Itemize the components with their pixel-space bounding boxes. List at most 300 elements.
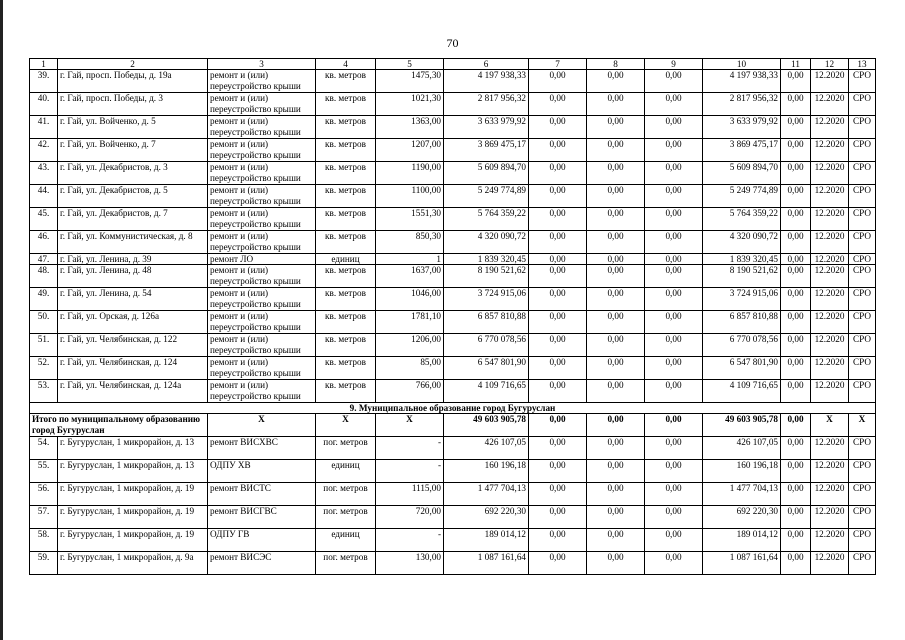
value-cell: 0,00 <box>645 254 703 265</box>
address-cell: г. Гай, ул. Коммунистическая, д. 8 <box>58 231 208 254</box>
date-cell: 12.2020 <box>811 208 849 231</box>
method-cell: СРО <box>849 93 876 116</box>
unit-cell: единиц <box>316 460 376 483</box>
cost-cell: 1 087 161,64 <box>444 552 529 575</box>
date-cell: 12.2020 <box>811 185 849 208</box>
table-row <box>30 70 876 93</box>
method-cell: СРО <box>849 380 876 403</box>
row-number: 50. <box>30 311 58 334</box>
value-cell: 0,00 <box>529 311 587 334</box>
unit-cell: кв. метров <box>316 116 376 139</box>
cost-cell: 2 817 956,32 <box>444 93 529 116</box>
value-cell: 0,00 <box>781 483 811 506</box>
table-row <box>30 552 876 575</box>
value-cell: 0,00 <box>781 254 811 265</box>
value-cell: 0,00 <box>587 288 645 311</box>
value-cell: 0,00 <box>645 139 703 162</box>
row-number: 41. <box>30 116 58 139</box>
work-type-cell: ремонт и (или) переустройство крыши <box>208 93 316 116</box>
method-cell: СРО <box>849 460 876 483</box>
row-number: 49. <box>30 288 58 311</box>
cost-cell: 5 764 359,22 <box>444 208 529 231</box>
date-cell: 12.2020 <box>811 483 849 506</box>
method-cell: СРО <box>849 334 876 357</box>
method-cell: СРО <box>849 139 876 162</box>
address-cell: г. Гай, просп. Победы, д. 19а <box>58 70 208 93</box>
value-cell: 0,00 <box>645 437 703 460</box>
row-number: 43. <box>30 162 58 185</box>
value-cell: 0,00 <box>529 70 587 93</box>
value-cell: 0,00 <box>529 437 587 460</box>
method-cell: СРО <box>849 208 876 231</box>
address-cell: г. Бугуруслан, 1 микрорайон, д. 19 <box>58 529 208 552</box>
total-cost-cell: 4 197 938,33 <box>703 70 781 93</box>
method-cell: СРО <box>849 288 876 311</box>
quantity-cell: 1206,00 <box>376 334 444 357</box>
value-cell: 0,00 <box>645 265 703 288</box>
unit-cell: пог. метров <box>316 437 376 460</box>
value-cell: 0,00 <box>587 506 645 529</box>
value-cell: 0,00 <box>529 162 587 185</box>
address-cell: г. Гай, просп. Победы, д. 3 <box>58 93 208 116</box>
cost-cell: 5 609 894,70 <box>444 162 529 185</box>
value-cell: 0,00 <box>587 437 645 460</box>
cost-cell: 1 477 704,13 <box>444 483 529 506</box>
table-row <box>30 162 876 185</box>
total-c13: Х <box>849 414 876 437</box>
row-number: 44. <box>30 185 58 208</box>
value-cell: 0,00 <box>587 552 645 575</box>
value-cell: 0,00 <box>529 357 587 380</box>
total-cost-cell: 3 633 979,92 <box>703 116 781 139</box>
value-cell: 0,00 <box>781 70 811 93</box>
address-cell: г. Гай, ул. Войченко, д. 5 <box>58 116 208 139</box>
value-cell: 0,00 <box>781 529 811 552</box>
value-cell: 0,00 <box>529 529 587 552</box>
value-cell: 0,00 <box>529 185 587 208</box>
column-number-cell: 9 <box>645 59 703 70</box>
quantity-cell: - <box>376 437 444 460</box>
date-cell: 12.2020 <box>811 460 849 483</box>
total-c4: Х <box>316 414 376 437</box>
work-type-cell: ремонт ВИСЭС <box>208 552 316 575</box>
value-cell: 0,00 <box>587 162 645 185</box>
quantity-cell: 1115,00 <box>376 483 444 506</box>
value-cell: 0,00 <box>587 357 645 380</box>
value-cell: 0,00 <box>781 437 811 460</box>
row-number: 47. <box>30 254 58 265</box>
total-c5: Х <box>376 414 444 437</box>
table-body <box>30 59 876 575</box>
row-number: 53. <box>30 380 58 403</box>
row-number: 58. <box>30 529 58 552</box>
table-row <box>30 380 876 403</box>
work-type-cell: ОДПУ ГВ <box>208 529 316 552</box>
column-number-cell: 11 <box>781 59 811 70</box>
method-cell: СРО <box>849 231 876 254</box>
work-type-cell: ОДПУ ХВ <box>208 460 316 483</box>
quantity-cell: 1021,30 <box>376 93 444 116</box>
work-type-cell: ремонт и (или) переустройство крыши <box>208 288 316 311</box>
value-cell: 0,00 <box>645 311 703 334</box>
table-row <box>30 437 876 460</box>
total-cost-cell: 1 477 704,13 <box>703 483 781 506</box>
row-number: 39. <box>30 70 58 93</box>
column-number-cell: 8 <box>587 59 645 70</box>
work-type-cell: ремонт и (или) переустройство крыши <box>208 208 316 231</box>
method-cell: СРО <box>849 265 876 288</box>
method-cell: СРО <box>849 552 876 575</box>
method-cell: СРО <box>849 70 876 93</box>
value-cell: 0,00 <box>781 116 811 139</box>
value-cell: 0,00 <box>781 506 811 529</box>
row-number: 42. <box>30 139 58 162</box>
value-cell: 0,00 <box>587 254 645 265</box>
value-cell: 0,00 <box>781 139 811 162</box>
total-cost-cell: 3 724 915,06 <box>703 288 781 311</box>
work-type-cell: ремонт ЛО <box>208 254 316 265</box>
value-cell: 0,00 <box>529 231 587 254</box>
value-cell: 0,00 <box>645 288 703 311</box>
work-type-cell: ремонт и (или) переустройство крыши <box>208 231 316 254</box>
date-cell: 12.2020 <box>811 139 849 162</box>
column-number-cell: 10 <box>703 59 781 70</box>
work-type-cell: ремонт и (или) переустройство крыши <box>208 139 316 162</box>
column-number-cell: 3 <box>208 59 316 70</box>
unit-cell: кв. метров <box>316 357 376 380</box>
unit-cell: кв. метров <box>316 380 376 403</box>
cost-cell: 6 547 801,90 <box>444 357 529 380</box>
work-type-cell: ремонт и (или) переустройство крыши <box>208 116 316 139</box>
total-c12: Х <box>811 414 849 437</box>
table-row <box>30 288 876 311</box>
row-number: 48. <box>30 265 58 288</box>
value-cell: 0,00 <box>529 483 587 506</box>
value-cell: 0,00 <box>781 93 811 116</box>
value-cell: 0,00 <box>587 185 645 208</box>
work-type-cell: ремонт ВИСХВС <box>208 437 316 460</box>
method-cell: СРО <box>849 162 876 185</box>
row-number: 55. <box>30 460 58 483</box>
row-number: 40. <box>30 93 58 116</box>
value-cell: 0,00 <box>781 162 811 185</box>
column-number-cell: 5 <box>376 59 444 70</box>
value-cell: 0,00 <box>587 483 645 506</box>
quantity-cell: 1100,00 <box>376 185 444 208</box>
quantity-cell: 85,00 <box>376 357 444 380</box>
cost-cell: 160 196,18 <box>444 460 529 483</box>
unit-cell: единиц <box>316 254 376 265</box>
method-cell: СРО <box>849 529 876 552</box>
total-cost-cell: 692 220,30 <box>703 506 781 529</box>
value-cell: 0,00 <box>587 529 645 552</box>
repair-plan-table <box>29 58 876 575</box>
total-cost-cell: 4 320 090,72 <box>703 231 781 254</box>
table-row <box>30 529 876 552</box>
address-cell: г. Гай, ул. Ленина, д. 48 <box>58 265 208 288</box>
method-cell: СРО <box>849 311 876 334</box>
method-cell: СРО <box>849 185 876 208</box>
row-number: 56. <box>30 483 58 506</box>
unit-cell: кв. метров <box>316 288 376 311</box>
row-number: 51. <box>30 334 58 357</box>
value-cell: 0,00 <box>529 93 587 116</box>
value-cell: 0,00 <box>645 460 703 483</box>
date-cell: 12.2020 <box>811 552 849 575</box>
unit-cell: пог. метров <box>316 483 376 506</box>
address-cell: г. Гай, ул. Войченко, д. 7 <box>58 139 208 162</box>
value-cell: 0,00 <box>645 552 703 575</box>
date-cell: 12.2020 <box>811 231 849 254</box>
total-cost-cell: 160 196,18 <box>703 460 781 483</box>
cost-cell: 692 220,30 <box>444 506 529 529</box>
quantity-cell: 1551,30 <box>376 208 444 231</box>
value-cell: 0,00 <box>645 506 703 529</box>
date-cell: 12.2020 <box>811 116 849 139</box>
value-cell: 0,00 <box>529 265 587 288</box>
value-cell: 0,00 <box>781 380 811 403</box>
column-number-cell: 4 <box>316 59 376 70</box>
column-number-cell: 6 <box>444 59 529 70</box>
unit-cell: кв. метров <box>316 208 376 231</box>
value-cell: 0,00 <box>645 231 703 254</box>
quantity-cell: 1475,30 <box>376 70 444 93</box>
total-label: Итого по муниципальному образованию город Бугуруслан <box>30 414 208 437</box>
address-cell: г. Гай, ул. Челябинская, д. 122 <box>58 334 208 357</box>
quantity-cell: 720,00 <box>376 506 444 529</box>
column-number-cell: 7 <box>529 59 587 70</box>
date-cell: 12.2020 <box>811 437 849 460</box>
table-row <box>30 265 876 288</box>
value-cell: 0,00 <box>781 334 811 357</box>
total-v11: 0,00 <box>781 414 811 437</box>
work-type-cell: ремонт и (или) переустройство крыши <box>208 70 316 93</box>
table-row <box>30 254 876 265</box>
date-cell: 12.2020 <box>811 93 849 116</box>
value-cell: 0,00 <box>645 529 703 552</box>
address-cell: г. Гай, ул. Ленина, д. 54 <box>58 288 208 311</box>
cost-cell: 3 724 915,06 <box>444 288 529 311</box>
page-edge <box>0 0 3 640</box>
total-c3: Х <box>208 414 316 437</box>
total-cost-cell: 426 107,05 <box>703 437 781 460</box>
unit-cell: кв. метров <box>316 70 376 93</box>
cost-cell: 1 839 320,45 <box>444 254 529 265</box>
unit-cell: кв. метров <box>316 265 376 288</box>
quantity-cell: 1637,00 <box>376 265 444 288</box>
method-cell: СРО <box>849 254 876 265</box>
work-type-cell: ремонт и (или) переустройство крыши <box>208 334 316 357</box>
address-cell: г. Гай, ул. Ленина, д. 39 <box>58 254 208 265</box>
quantity-cell: 130,00 <box>376 552 444 575</box>
value-cell: 0,00 <box>587 116 645 139</box>
cost-cell: 6 857 810,88 <box>444 311 529 334</box>
total-v8: 0,00 <box>587 414 645 437</box>
unit-cell: единиц <box>316 529 376 552</box>
value-cell: 0,00 <box>529 208 587 231</box>
quantity-cell: 1207,00 <box>376 139 444 162</box>
cost-cell: 5 249 774,89 <box>444 185 529 208</box>
quantity-cell: 766,00 <box>376 380 444 403</box>
work-type-cell: ремонт и (или) переустройство крыши <box>208 311 316 334</box>
table-row <box>30 139 876 162</box>
work-type-cell: ремонт и (или) переустройство крыши <box>208 185 316 208</box>
value-cell: 0,00 <box>587 311 645 334</box>
column-number-cell: 13 <box>849 59 876 70</box>
table-row <box>30 231 876 254</box>
address-cell: г. Бугуруслан, 1 микрорайон, д. 19 <box>58 506 208 529</box>
quantity-cell: 1190,00 <box>376 162 444 185</box>
total-cost-cell: 3 869 475,17 <box>703 139 781 162</box>
unit-cell: кв. метров <box>316 162 376 185</box>
date-cell: 12.2020 <box>811 70 849 93</box>
table-row <box>30 506 876 529</box>
value-cell: 0,00 <box>529 334 587 357</box>
date-cell: 12.2020 <box>811 288 849 311</box>
address-cell: г. Гай, ул. Челябинская, д. 124 <box>58 357 208 380</box>
total-cost-cell: 4 109 716,65 <box>703 380 781 403</box>
total-cost: 49 603 905,78 <box>444 414 529 437</box>
address-cell: г. Гай, ул. Декабристов, д. 5 <box>58 185 208 208</box>
total-cost-cell: 6 547 801,90 <box>703 357 781 380</box>
table-row <box>30 208 876 231</box>
unit-cell: пог. метров <box>316 552 376 575</box>
work-type-cell: ремонт и (или) переустройство крыши <box>208 265 316 288</box>
cost-cell: 3 869 475,17 <box>444 139 529 162</box>
total-v10: 49 603 905,78 <box>703 414 781 437</box>
work-type-cell: ремонт и (или) переустройство крыши <box>208 357 316 380</box>
value-cell: 0,00 <box>781 311 811 334</box>
cost-cell: 4 109 716,65 <box>444 380 529 403</box>
total-cost-cell: 5 609 894,70 <box>703 162 781 185</box>
page-number: 70 <box>446 36 459 50</box>
value-cell: 0,00 <box>781 460 811 483</box>
value-cell: 0,00 <box>645 70 703 93</box>
work-type-cell: ремонт ВИСГВС <box>208 506 316 529</box>
work-type-cell: ремонт ВИСТС <box>208 483 316 506</box>
total-v7: 0,00 <box>529 414 587 437</box>
value-cell: 0,00 <box>529 460 587 483</box>
value-cell: 0,00 <box>529 380 587 403</box>
value-cell: 0,00 <box>645 483 703 506</box>
address-cell: г. Бугуруслан, 1 микрорайон, д. 9а <box>58 552 208 575</box>
section-title: 9. Муниципальное образование город Бугуруслан <box>30 403 876 414</box>
cost-cell: 3 633 979,92 <box>444 116 529 139</box>
table-row <box>30 116 876 139</box>
address-cell: г. Гай, ул. Орская, д. 126а <box>58 311 208 334</box>
value-cell: 0,00 <box>529 506 587 529</box>
method-cell: СРО <box>849 506 876 529</box>
address-cell: г. Гай, ул. Декабристов, д. 7 <box>58 208 208 231</box>
table-row <box>30 483 876 506</box>
address-cell: г. Бугуруслан, 1 микрорайон, д. 13 <box>58 437 208 460</box>
method-cell: СРО <box>849 483 876 506</box>
section-header-row <box>30 403 876 414</box>
date-cell: 12.2020 <box>811 311 849 334</box>
value-cell: 0,00 <box>781 552 811 575</box>
address-cell: г. Гай, ул. Декабристов, д. 3 <box>58 162 208 185</box>
value-cell: 0,00 <box>587 334 645 357</box>
date-cell: 12.2020 <box>811 357 849 380</box>
unit-cell: кв. метров <box>316 231 376 254</box>
value-cell: 0,00 <box>781 357 811 380</box>
table-row <box>30 357 876 380</box>
quantity-cell: - <box>376 529 444 552</box>
value-cell: 0,00 <box>645 185 703 208</box>
value-cell: 0,00 <box>645 357 703 380</box>
table-row <box>30 185 876 208</box>
value-cell: 0,00 <box>587 380 645 403</box>
date-cell: 12.2020 <box>811 506 849 529</box>
total-cost-cell: 1 087 161,64 <box>703 552 781 575</box>
value-cell: 0,00 <box>587 265 645 288</box>
total-cost-cell: 8 190 521,62 <box>703 265 781 288</box>
column-number-cell: 2 <box>58 59 208 70</box>
unit-cell: кв. метров <box>316 93 376 116</box>
column-number-row <box>30 59 876 70</box>
column-number-cell: 1 <box>30 59 58 70</box>
work-type-cell: ремонт и (или) переустройство крыши <box>208 162 316 185</box>
total-row <box>30 414 876 437</box>
value-cell: 0,00 <box>529 139 587 162</box>
date-cell: 12.2020 <box>811 265 849 288</box>
value-cell: 0,00 <box>645 93 703 116</box>
value-cell: 0,00 <box>645 116 703 139</box>
total-v9: 0,00 <box>645 414 703 437</box>
unit-cell: пог. метров <box>316 506 376 529</box>
quantity-cell: 1046,00 <box>376 288 444 311</box>
value-cell: 0,00 <box>587 208 645 231</box>
value-cell: 0,00 <box>781 265 811 288</box>
total-cost-cell: 2 817 956,32 <box>703 93 781 116</box>
date-cell: 12.2020 <box>811 529 849 552</box>
total-cost-cell: 6 857 810,88 <box>703 311 781 334</box>
value-cell: 0,00 <box>781 208 811 231</box>
method-cell: СРО <box>849 116 876 139</box>
total-cost-cell: 6 770 078,56 <box>703 334 781 357</box>
unit-cell: кв. метров <box>316 185 376 208</box>
quantity-cell: 1 <box>376 254 444 265</box>
date-cell: 12.2020 <box>811 254 849 265</box>
value-cell: 0,00 <box>645 162 703 185</box>
value-cell: 0,00 <box>781 185 811 208</box>
total-cost-cell: 1 839 320,45 <box>703 254 781 265</box>
value-cell: 0,00 <box>645 334 703 357</box>
value-cell: 0,00 <box>645 208 703 231</box>
quantity-cell: 1363,00 <box>376 116 444 139</box>
method-cell: СРО <box>849 437 876 460</box>
value-cell: 0,00 <box>781 231 811 254</box>
total-cost-cell: 5 249 774,89 <box>703 185 781 208</box>
value-cell: 0,00 <box>587 93 645 116</box>
row-number: 46. <box>30 231 58 254</box>
cost-cell: 6 770 078,56 <box>444 334 529 357</box>
cost-cell: 8 190 521,62 <box>444 265 529 288</box>
row-number: 59. <box>30 552 58 575</box>
date-cell: 12.2020 <box>811 380 849 403</box>
work-type-cell: ремонт и (или) переустройство крыши <box>208 380 316 403</box>
method-cell: СРО <box>849 357 876 380</box>
value-cell: 0,00 <box>645 380 703 403</box>
row-number: 54. <box>30 437 58 460</box>
quantity-cell: 850,30 <box>376 231 444 254</box>
value-cell: 0,00 <box>587 70 645 93</box>
value-cell: 0,00 <box>587 231 645 254</box>
table-row <box>30 93 876 116</box>
quantity-cell: 1781,10 <box>376 311 444 334</box>
address-cell: г. Гай, ул. Челябинская, д. 124а <box>58 380 208 403</box>
table-row <box>30 460 876 483</box>
